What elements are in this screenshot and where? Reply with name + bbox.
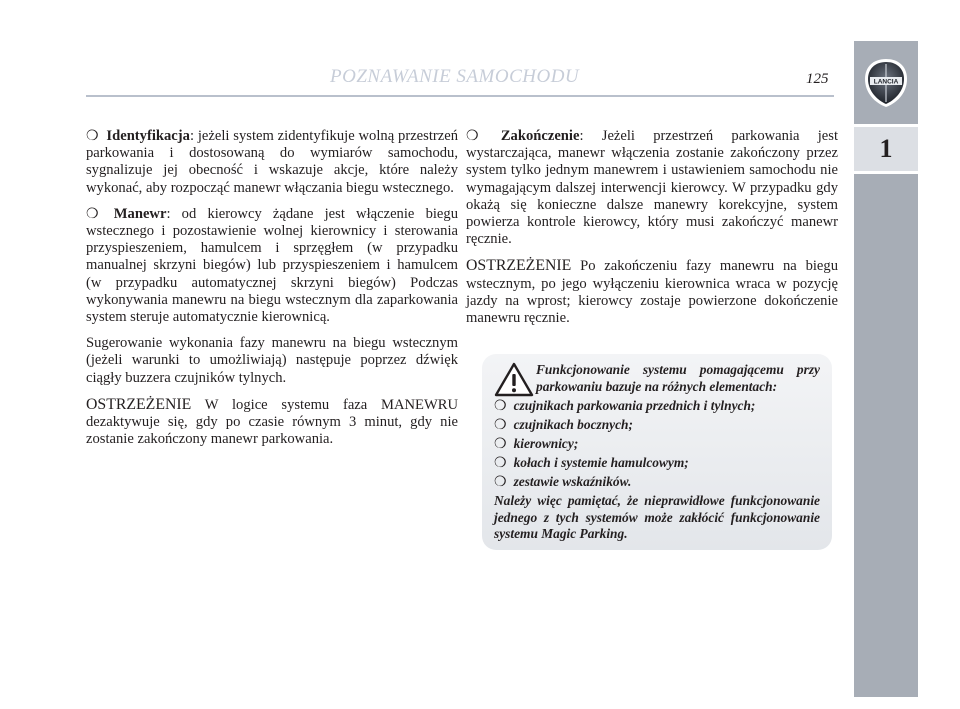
- paragraph-text: : od kierowcy żądane jest włączenie biegu wstecznego i pozostawienie wolnej kierownicy i sterowania przyspieszeniem, hamulcem i sprzęgłem (w przypadku manualnej skrzyni biegów) lub przyspieszeniem i hamulcem (w przypadku automatycznej skrzyni biegów) Podczas wykonywania manewru na biegu wstecznym dla zaparkowania system steruje automatycznie kierownicą.: [86, 205, 458, 326]
- warning-triangle-icon: [494, 362, 534, 398]
- paragraph-warning: [466, 257, 838, 327]
- bullet-icon: ❍: [494, 418, 507, 433]
- bullet-icon: ❍: [494, 475, 507, 490]
- warning-heading: OSTRZEŻENIE: [86, 395, 192, 413]
- warning-note-box: [482, 354, 832, 550]
- bullet-icon: ❍: [466, 129, 479, 144]
- bullet-icon: ❍: [494, 437, 507, 452]
- paragraph-identification: [86, 128, 458, 197]
- paragraph-text: Po zakończeniu fazy manewru na biegu wstecznym, po jego wyłączeniu kierownica wraca w pozycję jazdy na wprost; kierowcy zostaje powierzone dokończenie manewru ręcznie.: [466, 258, 838, 327]
- page-number: 125: [806, 71, 829, 87]
- paragraph-text: : jeżeli system zidentyfikuje wolną przestrzeń parkowania i dostosowaną do wymiarów samochodu, sygnalizuje jej obecność i wskazuje akcje, które należy wykonać, aby rozpocząć manewr włączania biegu wstecznego.: [86, 128, 458, 196]
- section-title: POZNAWANIE SAMOCHODU: [330, 66, 580, 87]
- chapter-number: 1: [879, 134, 893, 163]
- bullet-icon: ❍: [86, 129, 99, 144]
- right-column: [466, 128, 838, 336]
- bullet-icon: ❍: [86, 206, 99, 222]
- list-item: ❍ kierownicy;: [494, 436, 579, 452]
- brand-logo-box: [854, 41, 918, 125]
- left-column: [86, 128, 458, 457]
- header-divider: [86, 95, 834, 97]
- warning-heading: OSTRZEŻENIE: [466, 257, 572, 275]
- paragraph-suggestion: Sugerowanie wykonania fazy manewru na biegu wstecznym (jeżeli warunki to umożliwiają) następuje poprzez dźwięk ciągły buzzera czujników tylnych.: [86, 335, 458, 386]
- term-identification: Identyfikacja: [106, 128, 190, 144]
- note-outro: Należy więc pamiętać, że nieprawidłowe funkcjonowanie jednego z tych systemów może zakłócić funkcjonowanie systemu Magic Parking.: [494, 493, 820, 542]
- chapter-number-box: [854, 127, 918, 171]
- paragraph-maneuver: [86, 206, 458, 326]
- note-list: [494, 398, 824, 493]
- list-item: ❍ kołach i systemie hamulcowym;: [494, 455, 689, 471]
- term-completion: Zakończenie: [500, 128, 580, 144]
- bullet-icon: ❍: [494, 399, 507, 414]
- list-item: ❍ czujnikach parkowania przednich i tylnych;: [494, 398, 756, 414]
- list-item: ❍ czujnikach bocznych;: [494, 417, 633, 433]
- note-intro: Funkcjonowanie systemu pomagającemu przy parkowaniu bazuje na różnych elementach:: [536, 362, 820, 394]
- term-maneuver: Manewr: [113, 205, 167, 222]
- paragraph-warning: [86, 396, 458, 449]
- bullet-icon: ❍: [494, 456, 507, 471]
- list-item: ❍ zestawie wskaźników.: [494, 474, 632, 490]
- lancia-logo-icon: [863, 57, 909, 109]
- paragraph-text: W logice systemu faza MANEWRU dezaktywuje się, gdy po czasie równym 3 minut, gdy nie zostanie zakończony manewr parkowania.: [86, 396, 458, 448]
- paragraph-text: : Jeżeli przestrzeń parkowania jest wystarczająca, manewr włączenia zostanie zakończony przez system tylko jednym manewrem i ustawieniem samochodu nie wymagającym dalszej interwencji kierowcy. W przypadku gdy okażą się konieczne dalsze manewry korekcyjne, system powierza kontrole kierowcy, który musi zakończyć manewr ręcznie.: [466, 128, 838, 248]
- paragraph-completion: [466, 128, 838, 248]
- side-tab-divider: [854, 171, 918, 174]
- logo-wordmark: LANCIA: [873, 78, 899, 86]
